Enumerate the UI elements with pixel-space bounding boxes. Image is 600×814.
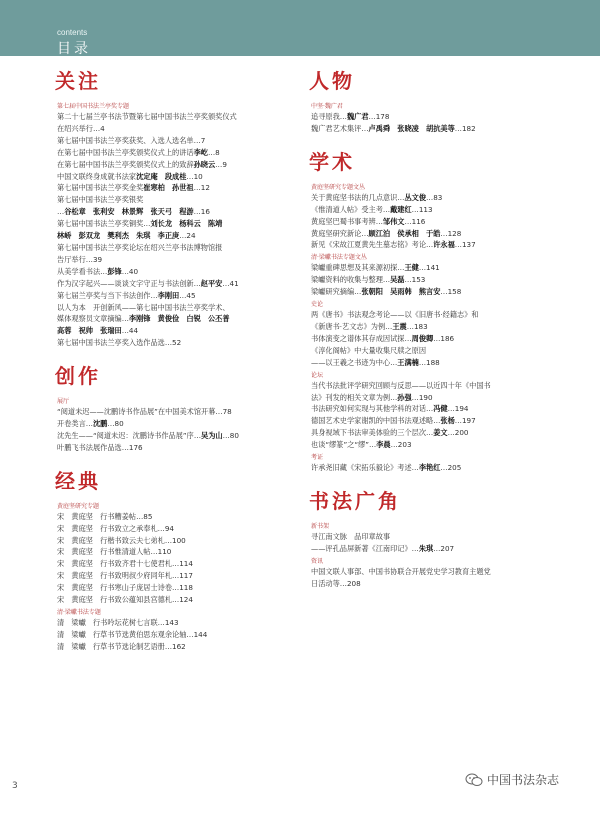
entry-title: 中国文联终身成就书法家 [57,171,137,181]
entry-page: …190 [411,392,433,402]
entry-page: …12 [193,183,210,193]
toc-entry[interactable] [311,216,573,228]
entry-title: 《新唐书·艺文志》为例… [311,321,393,331]
entry-title: 宋 黄庭坚 行书糟姜帖…85 [57,511,153,521]
entry-title: 告厅举行…39 [57,254,103,264]
entry-title: 第七届中国书法兰亭奖银奖 [57,195,144,205]
entry-title: 魏广君艺术集评… [311,123,369,133]
entry-title: 当代书法批评学研究回顾与反思——以近四十年《中国书 [311,380,491,390]
toc-entry[interactable] [57,313,302,325]
wechat-watermark [465,771,559,788]
subsection-label: 清·梁巘书法专题文丛 [311,254,367,262]
entry-page: …44 [121,326,139,336]
toc-entry[interactable] [311,415,573,427]
entry-title: 《淳化阁帖》中大量收集尺牍之原因 [311,345,427,355]
entry-title: 中国文联人事部、中国书协联合开展党史学习教育主题党 [311,566,491,576]
entry-author: 谷松章 张利安 林景辉 张天弓 程游 [64,207,194,217]
toc-block [57,502,302,606]
toc-entry[interactable] [311,543,573,555]
entry-page: …40 [121,266,139,276]
entry-page: …182 [454,123,476,133]
entry-author: 顾江泊 侯承相 于皓 [368,228,441,238]
toc-entry[interactable] [311,427,573,439]
entry-page: …113 [411,204,433,214]
entry-author: 张朝阳 吴雨韩 熊言安 [361,287,441,297]
entry-title: 宋 黄庭坚 行书致齐君十七使君札…114 [57,559,193,569]
toc-entry[interactable] [311,286,573,298]
entry-title: 寻江南文脉 品印章故事 [311,531,391,541]
toc-entry[interactable] [57,254,302,266]
entry-author: 沈鹏 [92,419,108,429]
subsection-label: 中坚·魏广君 [311,103,343,110]
entry-author: 丛文俊 [404,192,427,202]
subsection-label: 新书架 [311,522,330,530]
entry-author: 孙晓云 [193,159,216,169]
entry-title: 宋 黄庭坚 行楷书致云夫七弟札…100 [57,535,186,545]
section-heading: 人物 [309,69,355,93]
entry-title: 关于黄庭坚书法的几点意识… [311,192,405,202]
entry-author: 林峤 彭双龙 樊利杰 朱琪 李正庚 [57,231,180,241]
subsection-label: 考证 [311,454,324,462]
entry-title: 黄庭坚研究新论… [311,228,369,238]
header-band [0,0,600,56]
entry-author: 王震 [392,321,407,331]
entry-page: …207 [433,543,455,553]
entry-page: …80 [107,419,124,429]
right-column [311,68,573,604]
subsection-label: 论坛 [311,371,324,379]
toc-block [311,522,573,555]
entry-title: 第二十七届兰亭书法节暨第七届中国书法兰亭奖颁奖仪式 [57,112,237,121]
left-column [57,68,302,667]
entry-author: 彭锋 [107,266,122,276]
toc-block [57,102,302,349]
toc-entry[interactable] [57,123,302,135]
entry-title: 也谈“缪篆”之“缪”… [311,440,377,450]
entry-title: 开卷类言… [57,419,93,429]
toc-entry[interactable] [311,123,573,135]
subsection-label: 资讯 [311,557,324,565]
watermark-text: 中国书法杂志 [487,773,560,787]
toc-entry[interactable] [57,582,302,594]
toc-entry[interactable] [57,159,302,171]
entry-author: 刘长龙 杨科云 陈靖 [150,219,223,229]
section-heading: 书法广角 [309,488,401,513]
toc-entry[interactable] [311,380,573,392]
toc-entry[interactable] [311,403,573,415]
entry-title: 媒体观察员文章摘编… [57,314,129,324]
entry-title: 第七届中国书法兰亭奖论坛在绍兴兰亭书法博物馆报 [57,242,223,252]
entry-author: 吴磊 [390,275,405,285]
entry-title: ——以王羲之书迹为中心… [311,357,398,367]
entry-title: … [57,207,65,217]
entry-title: 清 梁巘 行草书节选黄伯思东观余论轴…144 [57,629,208,639]
toc-entry[interactable] [311,345,573,357]
toc-entry[interactable] [57,430,302,442]
toc-entry[interactable] [311,578,573,590]
toc-entry[interactable] [57,194,302,206]
entry-page: …137 [454,240,476,250]
entry-title: 清 梁巘 行草书节选论制艺语册…162 [57,641,186,651]
entry-title: 沈先生——“阅道未迟：沈鹏诗书作品展”序… [57,430,202,440]
entry-title: 法》刊发的相关文章为例… [311,392,398,402]
toc-block [57,608,302,653]
toc-entry[interactable] [57,558,302,570]
toc-entry[interactable] [57,266,302,278]
toc-entry[interactable] [57,546,302,558]
toc-entry[interactable] [57,290,302,302]
toc-entry[interactable] [311,111,573,123]
subsection-label: 史论 [311,301,324,309]
entry-author: 戴建红 [390,204,412,214]
toc-block [311,557,573,590]
subsection-label: 清·梁巘书法专题 [57,609,101,616]
entry-title: 追寻原我… [311,112,347,121]
toc-entry[interactable] [57,230,302,242]
entry-author: 赵平安 [200,278,223,288]
toc-entry[interactable] [57,511,302,523]
entry-title: 宋 黄庭坚 行书致明叔少府同年札…117 [57,571,193,581]
toc-block [311,183,573,252]
subsection-label: 黄庭坚研究专题 [57,502,100,510]
toc-entry[interactable] [311,531,573,543]
toc-entry[interactable] [57,325,302,337]
entry-page: …158 [440,287,462,297]
entry-title: 在第七届中国书法兰亭奖颁奖仪式上的致辞 [57,159,194,169]
section-heading: 学术 [309,149,355,174]
toc-entry[interactable] [57,523,302,535]
subsection-label: 第七届中国书法兰亭奖专题 [57,103,130,110]
toc-block [57,397,302,454]
toc-entry[interactable] [57,629,302,641]
entry-title: 书法研究如何实现与其他学科的对话… [311,404,434,414]
toc-entry[interactable] [57,418,302,430]
toc-entry[interactable] [311,228,573,240]
entry-page: …9 [215,159,227,169]
entry-author: 邹伟文 [382,216,405,226]
toc-entry[interactable] [57,218,302,230]
entry-author: 王健 [404,263,419,273]
toc-entry[interactable] [57,535,302,547]
page-number: 3 [12,781,18,791]
toc-entry[interactable] [57,570,302,582]
entry-title: 具身视域下书法审美体验的三个层次… [311,428,434,438]
toc-block [311,253,573,298]
toc-entry[interactable] [311,357,573,369]
toc-entry[interactable] [57,147,302,159]
section-heading: 经典 [55,468,101,493]
entry-title: 第七届中国书法兰亭奖获奖、入选人选名单…7 [57,135,206,145]
entry-page: …128 [440,228,462,238]
subsection-label: 黄庭坚研究专题文丛 [311,183,366,191]
entry-page: …183 [406,321,428,331]
section-heading: 创作 [55,364,101,389]
toc-entry[interactable] [57,617,302,629]
entry-page: …153 [404,275,426,285]
entry-title: 新见《宋故江夏黄先生墓志铭》考论… [311,240,434,250]
entry-page: …178 [368,112,390,121]
entry-author: 李刚田 [157,290,180,300]
entry-page: …45 [179,290,196,300]
subsection-label: 展厅 [57,398,70,406]
entry-author: 李屹 [193,147,208,157]
toc-block [311,453,573,474]
entry-title: 两《唐书》书法观念考论——以《旧唐书·经籍志》和 [311,310,479,320]
entry-page: …116 [404,216,426,226]
entry-title: 第七届中国书法兰亭奖金奖 [57,183,144,193]
toc-block [311,102,573,135]
entry-author: 朱琪 [418,543,434,553]
toc-entry[interactable] [311,204,573,216]
entry-title: 梁巘资料的收集与整理… [311,275,391,285]
entry-page: …83 [426,192,443,202]
toc-entry[interactable] [311,439,573,451]
toc-entry[interactable] [311,321,573,333]
toc-entry[interactable] [57,641,302,653]
entry-page: …8 [207,147,220,157]
entry-page: …205 [440,463,462,473]
entry-page: …188 [418,357,440,367]
entry-page: …194 [447,404,469,414]
section-heading: 关注 [55,69,101,93]
toc-entry[interactable] [57,302,302,314]
entry-title: 第七届中国书法兰亭奖铜奖… [57,219,151,229]
entry-page: …200 [447,428,469,438]
toc-entry[interactable] [311,333,573,345]
entry-title: 书体演变之谱体其存成因试探… [311,333,412,343]
toc-entry[interactable] [57,337,302,349]
toc-block [311,300,573,369]
entry-author: 李艳红 [418,463,441,473]
toc-entry[interactable] [57,206,302,218]
entry-title: 第七届中国书法兰亭奖入选作品选…52 [57,338,182,348]
entry-page: …16 [193,207,210,217]
toc-entry[interactable] [57,442,302,454]
entry-title: “阅道未迟——沈鹏诗书作品展”在中国美术馆开幕…78 [57,407,232,417]
entry-page: …141 [418,263,440,273]
page-title: 目录 [57,41,91,57]
toc-entry[interactable] [57,171,302,183]
entry-author: 沈定庵 段成桂 [136,171,187,181]
entry-author: 魏广君 [346,112,369,121]
header-english-title: contents [57,28,88,37]
entry-title: 清 梁巘 行书吟坛花树七言联…143 [57,618,179,627]
entry-author: 许永福 [433,240,455,250]
toc-entry[interactable] [311,192,573,204]
toc-entry[interactable] [311,239,573,251]
toc-entry[interactable] [57,182,302,194]
entry-author: 孙强 [397,392,412,402]
entry-title: 许承尧旧藏《宋拓乐毅论》考述… [311,463,419,473]
entry-author: 崔寒柏 孙世祖 [143,183,194,193]
toc-entry[interactable] [311,262,573,274]
entry-author: 李刚锋 黄俊俭 白锐 公丕普 [128,314,230,324]
toc-entry[interactable] [57,242,302,254]
toc-entry[interactable] [311,566,573,578]
entry-author: 李晨 [376,440,391,450]
entry-title: 宋 黄庭坚 行书致立之承奉札…94 [57,523,174,533]
entry-page: …80 [222,430,239,440]
toc-block [311,371,573,451]
entry-title: 《惟清道人帖》受主考… [311,204,391,214]
entry-title: 叶鹏飞书法展作品选…176 [57,442,143,452]
entry-title: 梁巘重碑思想及其来源初探… [311,263,405,273]
toc-entry[interactable] [57,406,302,418]
toc-entry[interactable] [311,392,573,404]
wechat-icon [465,773,483,787]
entry-page: …10 [186,171,203,181]
entry-author: 张杨 [440,416,455,426]
entry-title: 在第七届中国书法兰亭奖颁奖仪式上的讲话 [57,147,194,157]
toc-entry[interactable] [311,462,573,474]
entry-title: 宋 黄庭坚 行书致公蕴知县宫德札…124 [57,595,193,605]
entry-author: 冯健 [433,404,448,414]
entry-page: …41 [222,278,239,288]
entry-title: 以人为本 开创新风——第七届中国书法兰亭奖学术、 [57,302,230,312]
entry-title: 从美学看书法… [57,266,108,276]
entry-title: 作为汉字起兴——谈谈文字守正与书法创新… [57,278,201,288]
entry-page: …24 [179,231,196,241]
toc-entry[interactable] [57,111,302,123]
toc-entry[interactable] [57,594,302,606]
entry-title: 黄庭坚巴蜀书事考辨… [311,216,383,226]
entry-author: 高蓉 祝帅 张瑞田 [57,326,122,336]
entry-title: 宋 黄庭坚 行书惟清道人帖…110 [57,547,172,557]
entry-title: 德国艺术史学家谢凯的中国书法观述略… [311,416,441,426]
entry-title: ——评孔品屏新著《江南印记》… [311,543,419,553]
entry-title: 宋 黄庭坚 行书寒山子庞居士诗卷…118 [57,583,193,593]
entry-title: 梁巘研究摘编… [311,287,362,297]
entry-author: 姜文 [433,428,448,438]
entry-title: 在绍兴举行…4 [57,123,105,133]
toc-entry[interactable] [57,278,302,290]
entry-title: 日活动等…208 [311,578,361,588]
entry-author: 周俊卿 [411,333,434,343]
toc-entry[interactable] [311,309,573,321]
toc-entry[interactable] [57,135,302,147]
entry-page: …197 [454,416,476,426]
toc-entry[interactable] [311,274,573,286]
entry-author: 吴为山 [201,430,223,440]
entry-page: …186 [433,333,455,343]
entry-author: 王满楠 [397,357,419,367]
entry-title: 第七届兰亭奖与当下书法创作… [57,290,158,300]
entry-author: 卢禹舜 张晓凌 胡抗美等 [368,123,455,133]
entry-page: …203 [390,440,412,450]
